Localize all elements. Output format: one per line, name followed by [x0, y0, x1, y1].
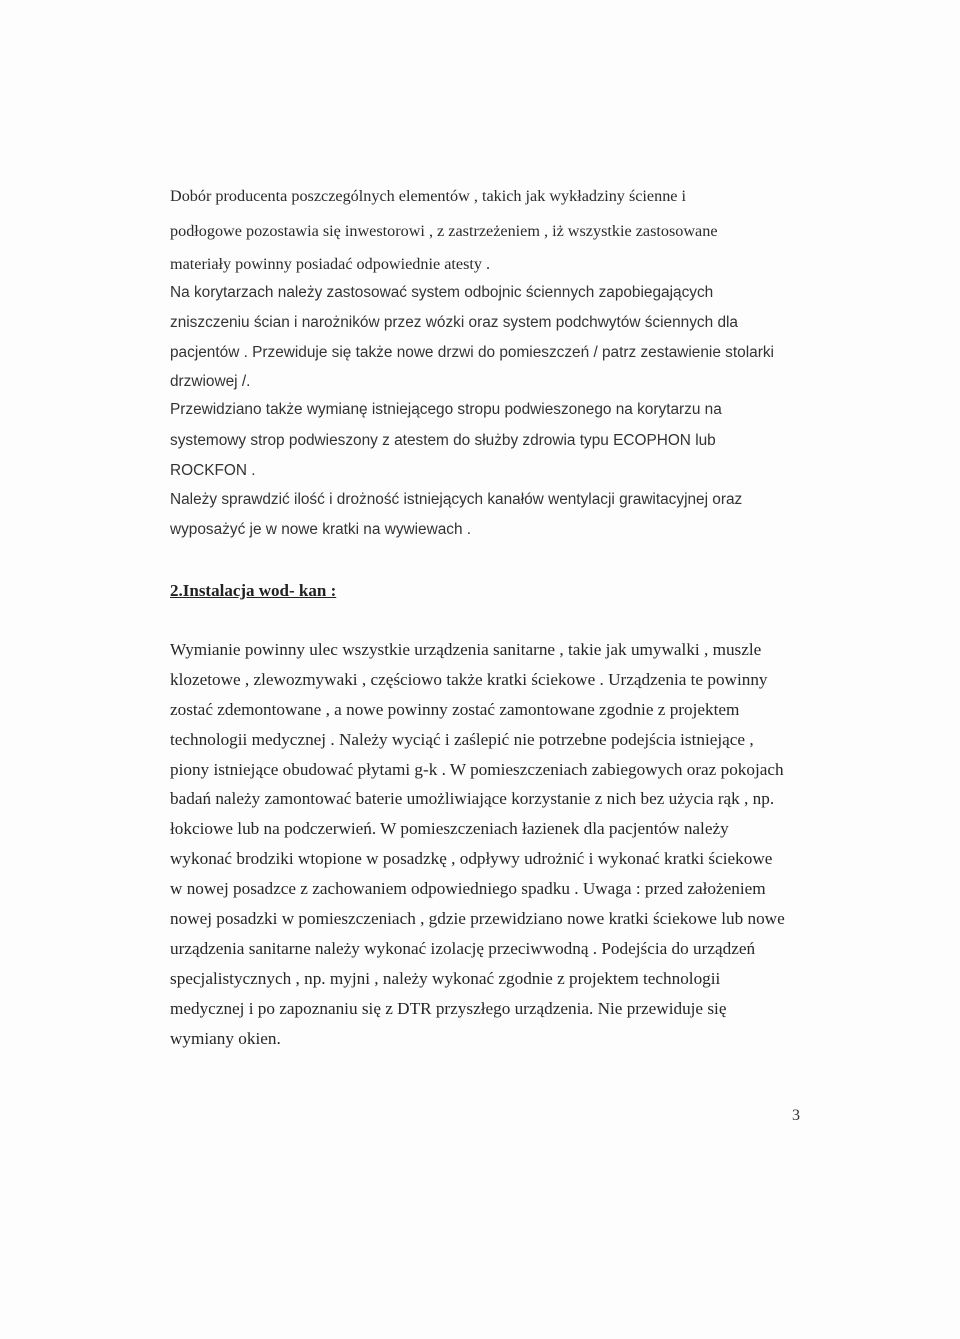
paragraph-line: pacjentów . Przewiduje się także nowe drzwi do pomieszczeń / patrz zestawienie stolarki [170, 344, 774, 361]
paragraph-line: materiały powinny posiadać odpowiednie atesty . [170, 255, 491, 273]
paragraph-line: klozetowe , zlewozmywaki , częściowo także kratki ściekowe . Urządzenia te powinny [170, 670, 768, 689]
page-number: 3 [792, 1107, 800, 1124]
paragraph-line: Wymianie powinny ulec wszystkie urządzenia sanitarne , takie jak umywalki , muszle [170, 640, 762, 659]
paragraph-line: wykonać brodziki wtopione w posadzkę , odpływy udrożnić i wykonać kratki ściekowe [170, 849, 773, 868]
paragraph-line: zostać zdemontowane , a nowe powinny zostać zamontowane zgodnie z projektem [170, 700, 740, 719]
paragraph-line: Na korytarzach należy zastosować system odbojnic ściennych zapobiegających [170, 284, 714, 301]
paragraph-line: urządzenia sanitarne należy wykonać izolację przeciwwodną . Podejścia do urządzeń [170, 939, 756, 958]
paragraph-line: drzwiowej /. [170, 373, 251, 390]
paragraph-line: Dobór producenta poszczególnych elementów , takich jak wykładziny ścienne i [170, 187, 687, 205]
paragraph-line: badań należy zamontować baterie umożliwiające korzystanie z nich bez użycia rąk , np. [170, 789, 775, 808]
paragraph-line: łokciowe lub na podczerwień. W pomieszczeniach łazienek dla pacjentów należy [170, 819, 729, 838]
paragraph-line: Przewidziano także wymianę istniejącego stropu podwieszonego na korytarzu na [170, 401, 722, 418]
paragraph-line: wymiany okien. [170, 1029, 281, 1048]
paragraph-line: nowej posadzki w pomieszczeniach , gdzie przewidziano nowe kratki ściekowe lub nowe [170, 909, 785, 928]
paragraph-line: specjalistycznych , np. myjni , należy wykonać zgodnie z projektem technologii [170, 969, 721, 988]
paragraph-line: zniszczeniu ścian i narożników przez wózki oraz system podchwytów ściennych dla [170, 314, 738, 331]
paragraph-line: medycznej i po zapoznaniu się z DTR przyszłego urządzenia. Nie przewiduje się [170, 999, 727, 1018]
paragraph-line: w nowej posadzce z zachowaniem odpowiedniego spadku . Uwaga : przed założeniem [170, 879, 766, 898]
paragraph-line: technologii medycznej . Należy wyciąć i zaślepić nie potrzebne podejścia istniejące , [170, 730, 754, 749]
paragraph-line: ROCKFON . [170, 462, 256, 479]
paragraph-line: podłogowe pozostawia się inwestorowi , z zastrzeżeniem , iż wszystkie zastosowane [170, 222, 718, 240]
section-heading: 2.Instalacja wod- kan : [170, 581, 337, 600]
paragraph-line: Należy sprawdzić ilość i drożność istniejących kanałów wentylacji grawitacyjnej oraz [170, 491, 743, 508]
paragraph-line: wyposażyć je w nowe kratki na wywiewach . [170, 521, 472, 538]
paragraph-line: systemowy strop podwieszony z atestem do służby zdrowia typu ECOPHON lub [170, 432, 716, 449]
paragraph-line: piony istniejące obudować płytami g-k . W pomieszczeniach zabiegowych oraz pokojach [170, 760, 784, 779]
